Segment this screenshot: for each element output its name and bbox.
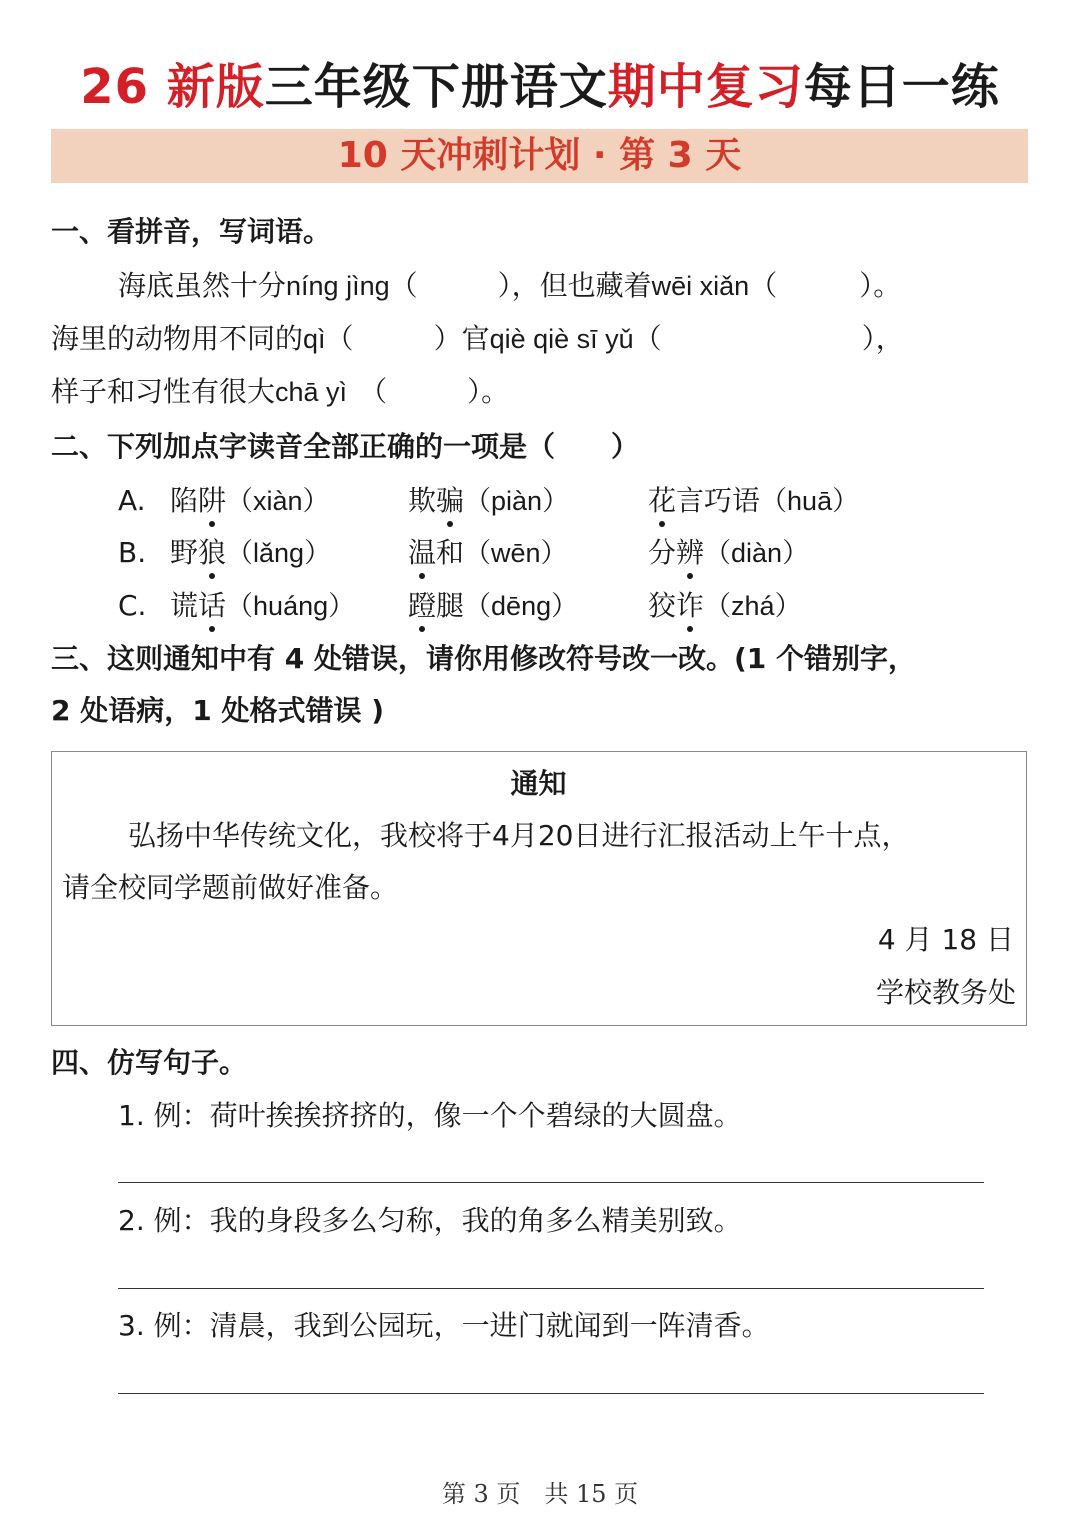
notice-signature: 学校教务处: [875, 976, 1016, 1009]
option-c-letter[interactable]: C.: [118, 589, 147, 622]
option-b-word-1: 野狼（lǎng）: [170, 533, 331, 573]
plan-banner: 10 天冲刺计划 · 第 3 天: [51, 129, 1028, 183]
section-2-heading: 二、下列加点字读音全部正确的一项是（ ）: [51, 430, 640, 463]
option-b-word-3: 分辨（diàn）: [648, 533, 809, 573]
notice-body-line-1[interactable]: 弘扬中华传统文化，我校将于4月20日进行汇报活动上午十点，: [128, 819, 910, 852]
page-footer: 第 3 页 共 15 页: [441, 1480, 639, 1508]
title-daily: 每日一练: [803, 59, 1000, 115]
pinyin-weixian: wēi xiǎn: [651, 271, 750, 301]
notice-body-line-2[interactable]: 请全校同学题前做好准备。: [62, 871, 399, 904]
notice-date: 4 月 18 日: [877, 923, 1014, 956]
section-4-heading: 四、仿写句子。: [51, 1046, 248, 1079]
section-3-heading: 三、这则通知中有 4 处错误，请你用修改符号改一改。(1 个错别字，: [51, 642, 917, 675]
section-3-heading-cont: 2 处语病，1 处格式错误 ): [51, 694, 385, 727]
q1-line-1: 海底虽然十分níng jìng（ ），但也藏着wēi xiǎn（ ）。: [118, 269, 902, 302]
title-review: 期中复习: [607, 59, 804, 115]
answer-line-2[interactable]: [118, 1288, 984, 1289]
answer-line-3[interactable]: [118, 1393, 984, 1394]
imitation-example-2: 2. 例：我的身段多么匀称，我的角多么精美别致。: [118, 1204, 742, 1237]
pinyin-ningjing: níng jìng: [286, 271, 390, 301]
imitation-example-1: 1. 例：荷叶挨挨挤挤的，像一个个碧绿的大圆盘。: [118, 1099, 742, 1132]
notice-title: 通知: [510, 767, 567, 800]
imitation-example-3: 3. 例：清晨，我到公园玩，一进门就闻到一阵清香。: [118, 1309, 770, 1342]
page-title: [0, 48, 1080, 117]
option-c-word-3: 狡诈（zhá）: [648, 586, 802, 626]
option-c-word-1: 谎话（huáng）: [170, 586, 355, 626]
option-a-word-3: 花言巧语（huā）: [648, 481, 859, 521]
title-edition: 26 新版: [80, 59, 265, 115]
option-b-word-2: 温和（wēn）: [408, 533, 568, 573]
option-a-word-1: 陷阱（xiàn）: [170, 481, 330, 521]
answer-line-1[interactable]: [118, 1182, 984, 1183]
option-c-word-2: 蹬腿（dēng）: [408, 586, 578, 626]
q1-line-3: 样子和习性有很大chā yì （ ）。: [51, 375, 510, 408]
option-a-letter[interactable]: A.: [118, 484, 146, 517]
pinyin-chayi: chā yì: [275, 377, 348, 407]
notice-box: [51, 751, 1027, 1026]
q1-line-2: 海里的动物用不同的qì（ ）官qiè qiè sī yǔ（ ），: [51, 322, 904, 355]
section-1-heading: 一、看拼音，写词语。: [51, 215, 332, 248]
pinyin-qieqiesiyu: qiè qiè sī yǔ: [489, 324, 634, 354]
option-b-letter[interactable]: B.: [118, 536, 147, 569]
pinyin-qi: qì: [303, 324, 326, 354]
title-grade: 三年级下册语文: [264, 59, 608, 115]
option-a-word-2: 欺骗（piàn）: [408, 481, 569, 521]
